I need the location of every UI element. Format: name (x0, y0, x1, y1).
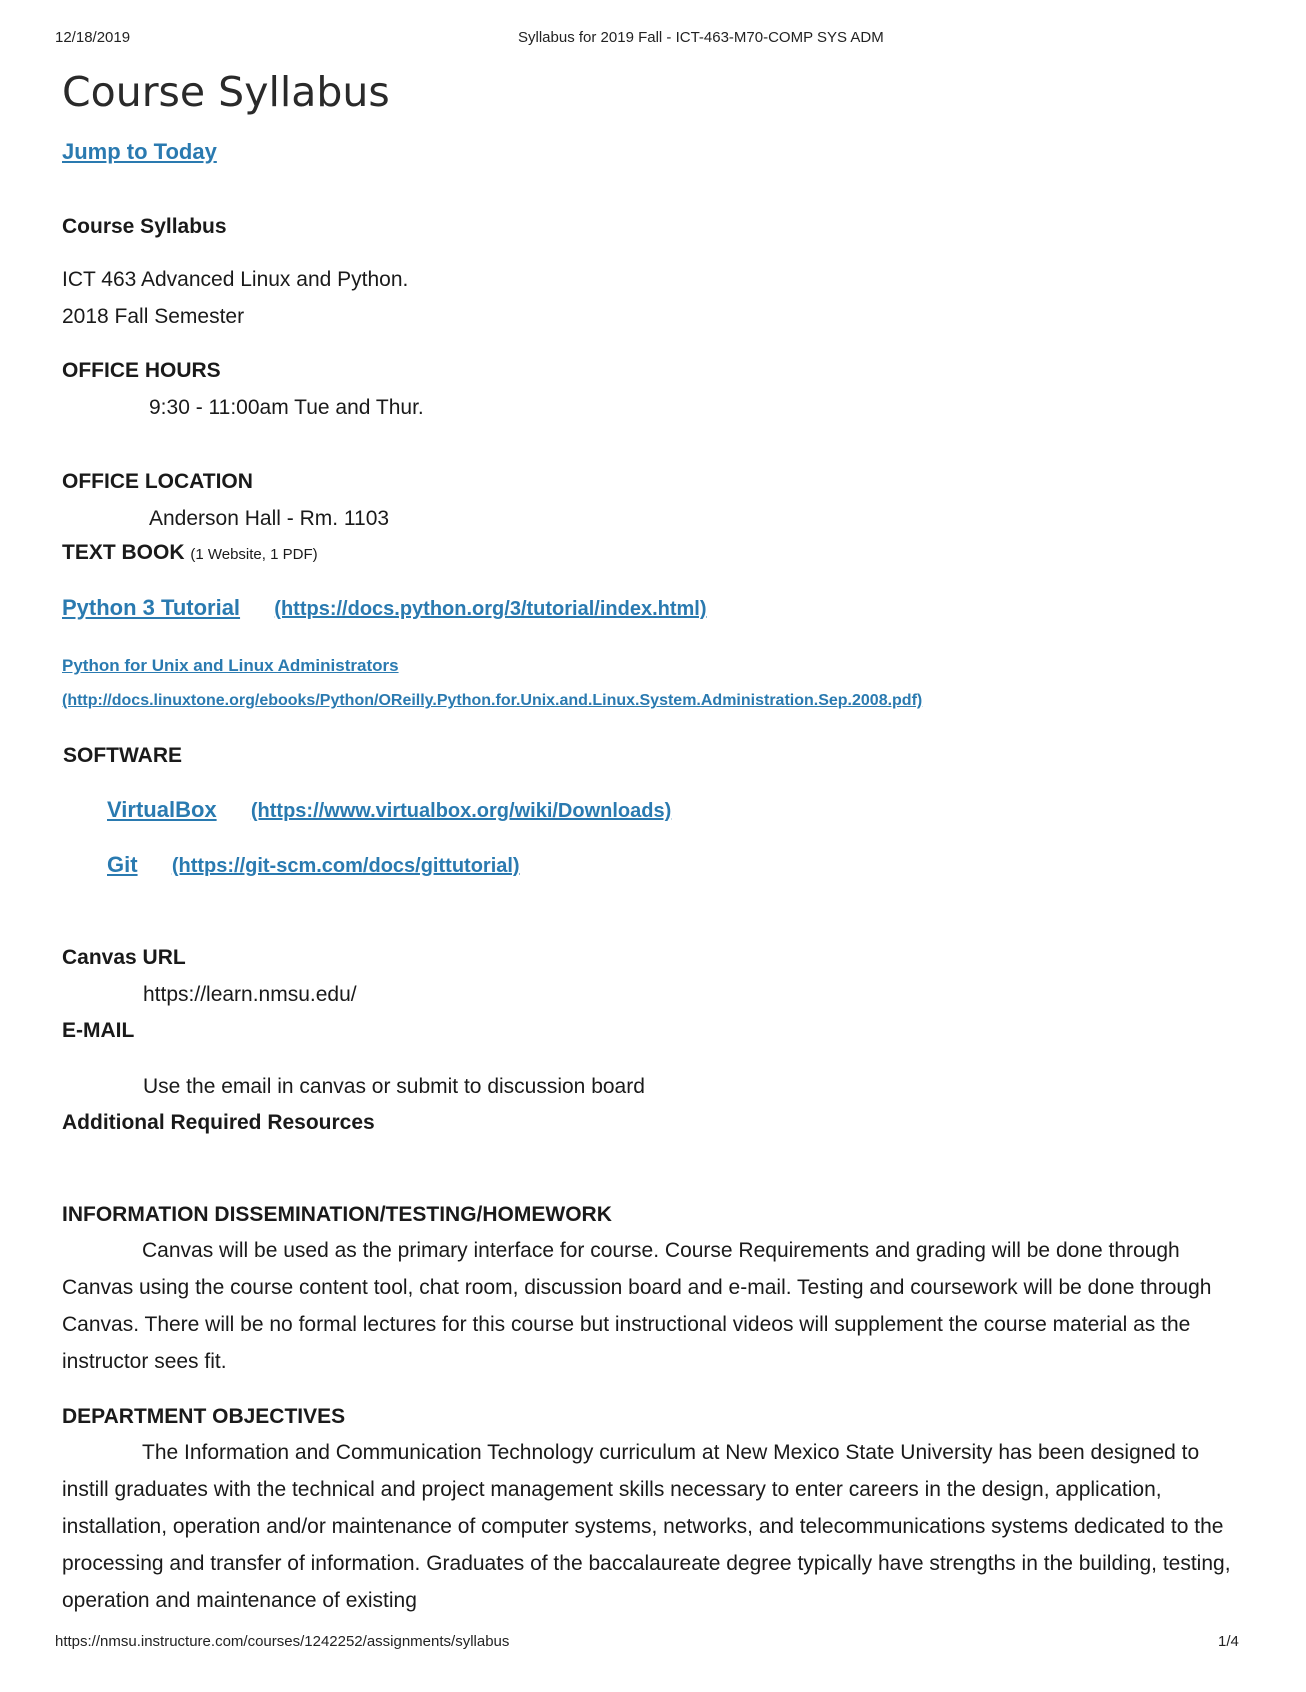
office-hours-value: 9:30 - 11:00am Tue and Thur. (149, 396, 424, 419)
virtualbox-url[interactable]: (https://www.virtualbox.org/wiki/Downloads) (250, 800, 672, 822)
print-date: 12/18/2019 (55, 29, 131, 46)
canvas-url-value: https://learn.nmsu.edu/ (143, 983, 357, 1006)
canvas-url-heading: Canvas URL (62, 946, 186, 969)
info-dissemination-paragraph (62, 1232, 1242, 1380)
virtualbox-row (107, 797, 671, 823)
department-objectives-heading: DEPARTMENT OBJECTIVES (62, 1405, 346, 1428)
git-row (107, 852, 520, 878)
course-title-line: ICT 463 Advanced Linux and Python. (62, 268, 409, 291)
jump-to-today-link[interactable]: Jump to Today (62, 139, 217, 164)
print-footer-url: https://nmsu.instructure.com/courses/1242252/assignments/syllabus (55, 1633, 510, 1650)
info-dissemination-heading: INFORMATION DISSEMINATION/TESTING/HOMEWORK (62, 1203, 612, 1226)
info-dissemination-text: Canvas will be used as the primary interface for course. Course Requirements and grading will be done through Canvas using the course content tool, chat room, discussion board and e-mail. Testing and coursework will be done through Canvas. There will be no formal lectures for this course but instructional videos will supplement the course material as the instructor sees fit. (62, 1239, 1212, 1373)
software-heading: SOFTWARE (63, 744, 182, 767)
department-objectives-paragraph (62, 1434, 1242, 1619)
python-unix-admin-url[interactable]: (http://docs.linuxtone.org/ebooks/Python/OReilly.Python.for.Unix.and.Linux.System.Administration.Sep.2008.pdf) (62, 692, 923, 709)
git-link[interactable]: Git (107, 852, 138, 877)
office-location-heading: OFFICE LOCATION (62, 470, 253, 493)
python3-tutorial-row (62, 595, 707, 621)
course-syllabus-heading: Course Syllabus (62, 215, 227, 238)
office-hours-heading: OFFICE HOURS (62, 359, 221, 382)
print-header-title: Syllabus for 2019 Fall - ICT-463-M70-COMP SYS ADM (518, 29, 884, 46)
textbook-heading (62, 541, 318, 565)
textbook-heading-label: TEXT BOOK (62, 541, 185, 564)
python-unix-admin-link[interactable]: Python for Unix and Linux Administrators (62, 656, 399, 675)
additional-resources-heading: Additional Required Resources (62, 1111, 375, 1134)
department-objectives-text: The Information and Communication Technology curriculum at New Mexico State University has been designed to instill graduates with the technical and project management skills necessary to enter careers in the design, application, installation, operation and/or maintenance of computer systems, networks, and telecommunications systems dedicated to the processing and transfer of information. Graduates of the baccalaureate degree typically have strengths in the building, testing, operation and maintenance of existing (62, 1441, 1231, 1612)
textbook-note: (1 Website, 1 PDF) (190, 546, 318, 563)
git-url[interactable]: (https://git-scm.com/docs/gittutorial) (171, 855, 520, 877)
print-page-number: 1/4 (1218, 1633, 1239, 1650)
email-value: Use the email in canvas or submit to discussion board (143, 1075, 645, 1098)
office-location-value: Anderson Hall - Rm. 1103 (149, 507, 390, 530)
python3-tutorial-url[interactable]: (https://docs.python.org/3/tutorial/index.html) (274, 598, 707, 620)
email-heading: E-MAIL (62, 1019, 135, 1042)
python3-tutorial-link[interactable]: Python 3 Tutorial (62, 595, 241, 620)
page-title: Course Syllabus (62, 68, 390, 116)
course-semester-line: 2018 Fall Semester (62, 305, 245, 328)
virtualbox-link[interactable]: VirtualBox (107, 797, 217, 822)
